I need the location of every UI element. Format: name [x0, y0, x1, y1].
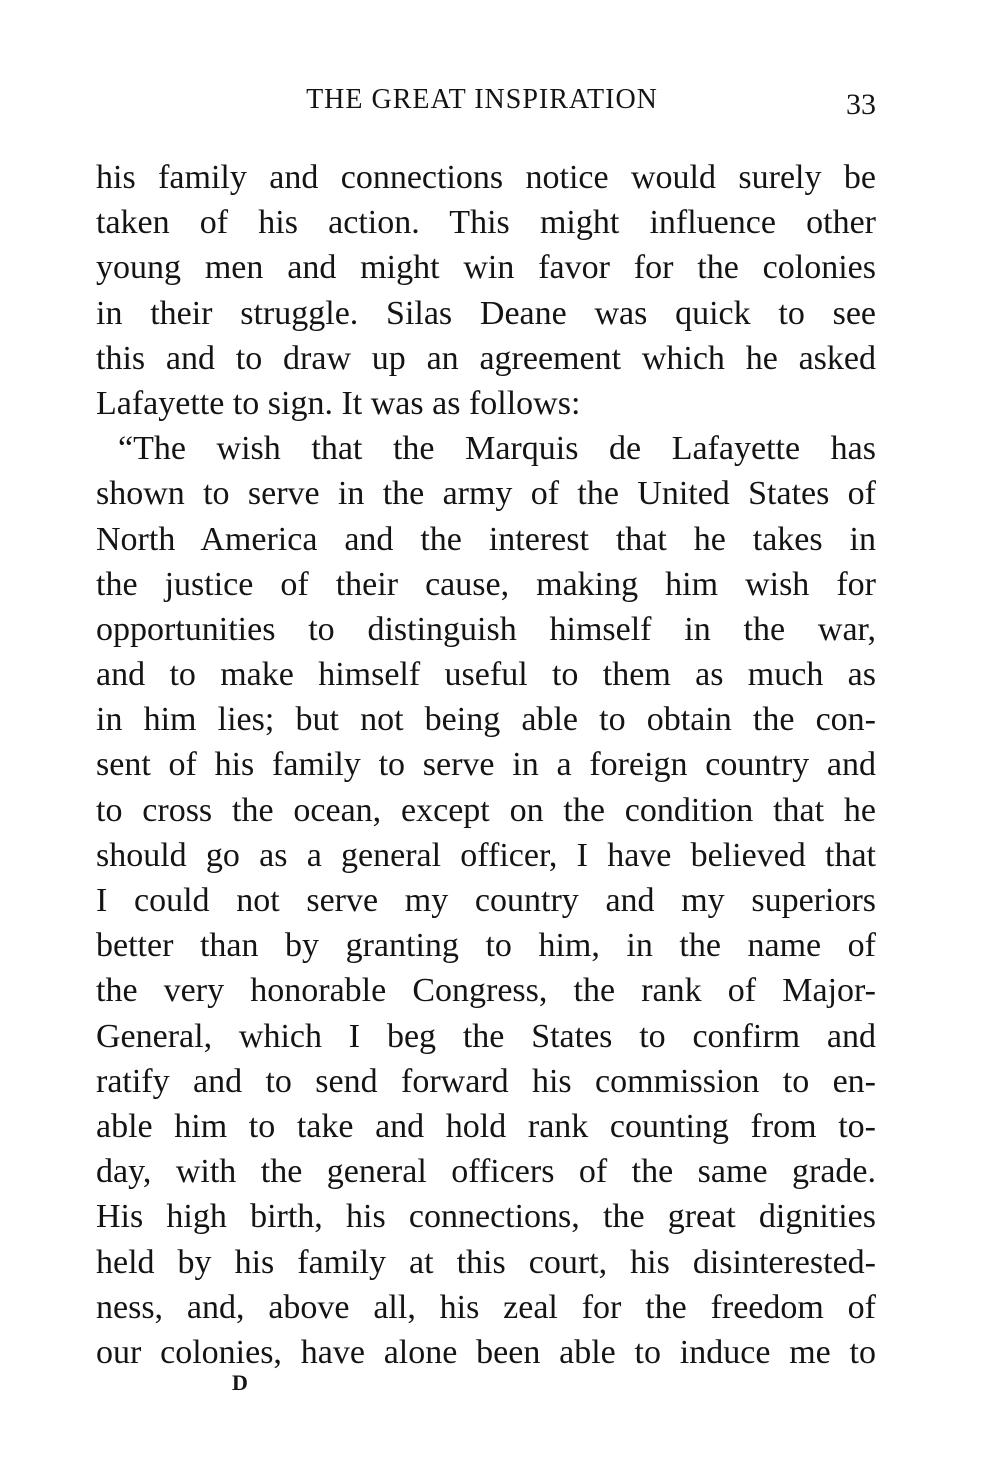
text-line: young men and might win favor for the colonies [96, 249, 876, 287]
text-line: in their struggle. Silas Deane was quick to see [96, 294, 876, 332]
running-title: THE GREAT INSPIRATION [306, 84, 658, 115]
text-line: should go as a general officer, I have believed that [96, 836, 876, 874]
text-line: and to make himself useful to them as much as [96, 656, 876, 694]
text-line: in him lies; but not being able to obtain the con- [96, 701, 876, 739]
signature-mark: D [232, 1370, 248, 1395]
text-line: opportunities to distinguish himself in the war, [96, 610, 876, 648]
text-line: the justice of their cause, making him wish for [96, 565, 876, 603]
text-line: day, with the general officers of the same grade. [96, 1153, 876, 1191]
text-line: the very honorable Congress, the rank of Major- [96, 972, 876, 1010]
text-line: able him to take and hold rank counting from to- [96, 1107, 876, 1145]
text-line: sent of his family to serve in a foreign country and [96, 746, 876, 784]
running-head [96, 78, 876, 128]
text-line: shown to serve in the army of the United States of [96, 475, 876, 513]
text-line: taken of his action. This might influence other [96, 204, 876, 242]
text-line: better than by granting to him, in the name of [96, 927, 876, 965]
text-line: ness, and, above all, his zeal for the freedom of [96, 1288, 876, 1326]
text-line: this and to draw up an agreement which he asked [96, 339, 876, 377]
text-line: His high birth, his connections, the great dignities [96, 1198, 876, 1236]
text-line: ratify and to send forward his commission to en- [96, 1062, 876, 1100]
text-line: “The wish that the Marquis de Lafayette has [118, 430, 876, 468]
body-text [96, 155, 876, 1375]
text-line: North America and the interest that he takes in [96, 520, 876, 558]
page-number: 33 [846, 88, 876, 121]
text-line: Lafayette to sign. It was as follows: [96, 384, 581, 422]
text-line: held by his family at this court, his disinterested- [96, 1243, 876, 1281]
text-line: to cross the ocean, except on the condition that he [96, 791, 876, 829]
text-line: his family and connections notice would surely be [96, 159, 876, 196]
text-line: our colonies, have alone been able to induce me to [96, 1333, 876, 1371]
text-line: I could not serve my country and my superiors [96, 882, 876, 919]
text-line: General, which I beg the States to confirm and [96, 1017, 876, 1055]
